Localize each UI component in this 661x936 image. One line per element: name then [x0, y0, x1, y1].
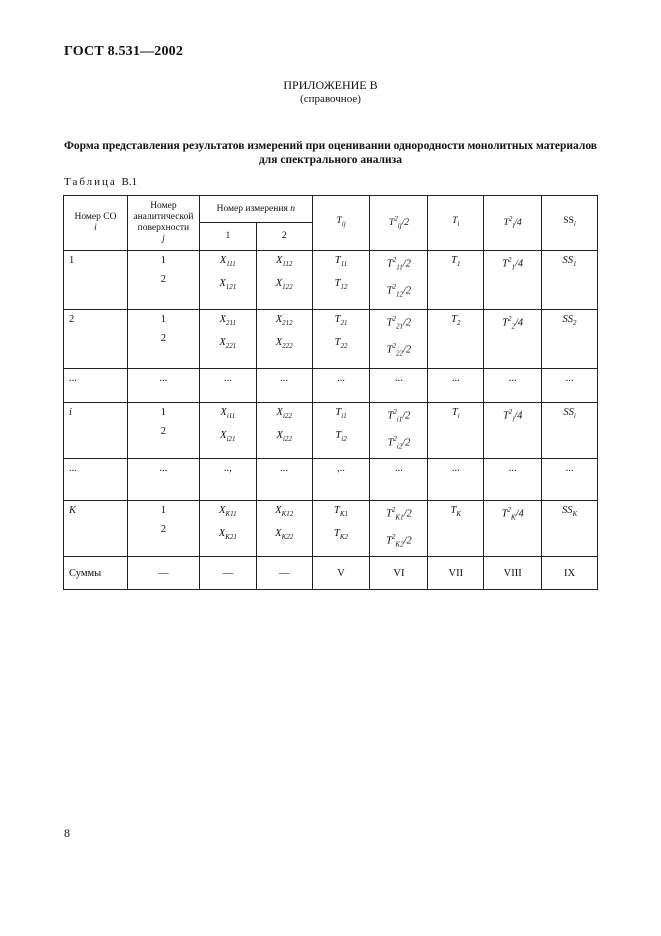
table-row-ellipsis: ... ... ... ... ... ... ... ... ... [64, 369, 598, 403]
header-tij2: $T^2_{ij}/2$ [370, 196, 428, 251]
table-caption [64, 176, 137, 188]
table-row: i 1 2 $X_{i11}$ $X_{i21}$ $X_{i22}$ $X_{i22}$ $T_{i1}$ $T_{i2}$ $T^2_{i1}/2$ $T^2_{i2}/2$ $T_i$ $T^2_i/4$ $SS_i$ [64, 403, 598, 459]
table-row: K 1 2 $X_{K11}$ $X_{K21}$ $X_{K12}$ $X_{K22}$ $T_{K1}$ $T_{K2}$ $T^2_{K1}/2$ $T^2_{K2}/2$ $T_K$ $T^2_K/4$ $SS_K$ [64, 501, 598, 557]
table-row: 2 1 2 $X_{211}$ $X_{221}$ $X_{212}$ $X_{222}$ $T_{21}$ $T_{22}$ $T^2_{21}/2$ $T^2_{22}/2$ $T_2$ $T^2_2/4$ $SS_2$ [64, 310, 598, 369]
appendix-heading [0, 78, 661, 106]
header-ti2: $T^2_i/4$ [484, 196, 542, 251]
header-row-1 [64, 196, 598, 223]
header-measurement-2: 2 [256, 223, 312, 251]
appendix-subtitle: (справочное) [300, 93, 361, 105]
table-caption-label: Таблица [64, 176, 117, 188]
sums-label: Суммы [64, 557, 128, 590]
form-title [50, 139, 611, 167]
table-caption-number: В.1 [121, 176, 138, 188]
header-ss: $SS_i$ [542, 196, 598, 251]
header-tij: $T_{ij}$ [312, 196, 370, 251]
table-row-ellipsis: ... ... .., ... ,.. ... ... ... ... [64, 459, 598, 501]
form-title-line2: для спектрального анализа [258, 154, 402, 166]
table-row: 1 1 2 $X_{111}$ $X_{121}$ $X_{112}$ $X_{122}$ $T_{11}$ $T_{12}$ $T^2_{11}/2$ $T^2_{12}/2$ $T_1$ $T^2_1/4$ $SS_1$ [64, 251, 598, 310]
appendix-title: ПРИЛОЖЕНИЕ В [283, 78, 378, 92]
header-co: Номер СО i [64, 196, 128, 251]
sums-row: Суммы — — — V VI VII VIII IX [64, 557, 598, 590]
page-number: 8 [64, 826, 70, 840]
document-code: ГОСТ 8.531—2002 [64, 44, 184, 59]
header-measurement-1: 1 [199, 223, 256, 251]
header-surface: Номер аналитической поверхности j [127, 196, 199, 251]
header-measurement: Номер измерения n [199, 196, 312, 223]
header-ti: $T_i$ [428, 196, 484, 251]
results-table [63, 195, 598, 590]
form-title-line1: Форма представления результатов измерений при оценивании однородности монолитных материалов [63, 140, 598, 152]
